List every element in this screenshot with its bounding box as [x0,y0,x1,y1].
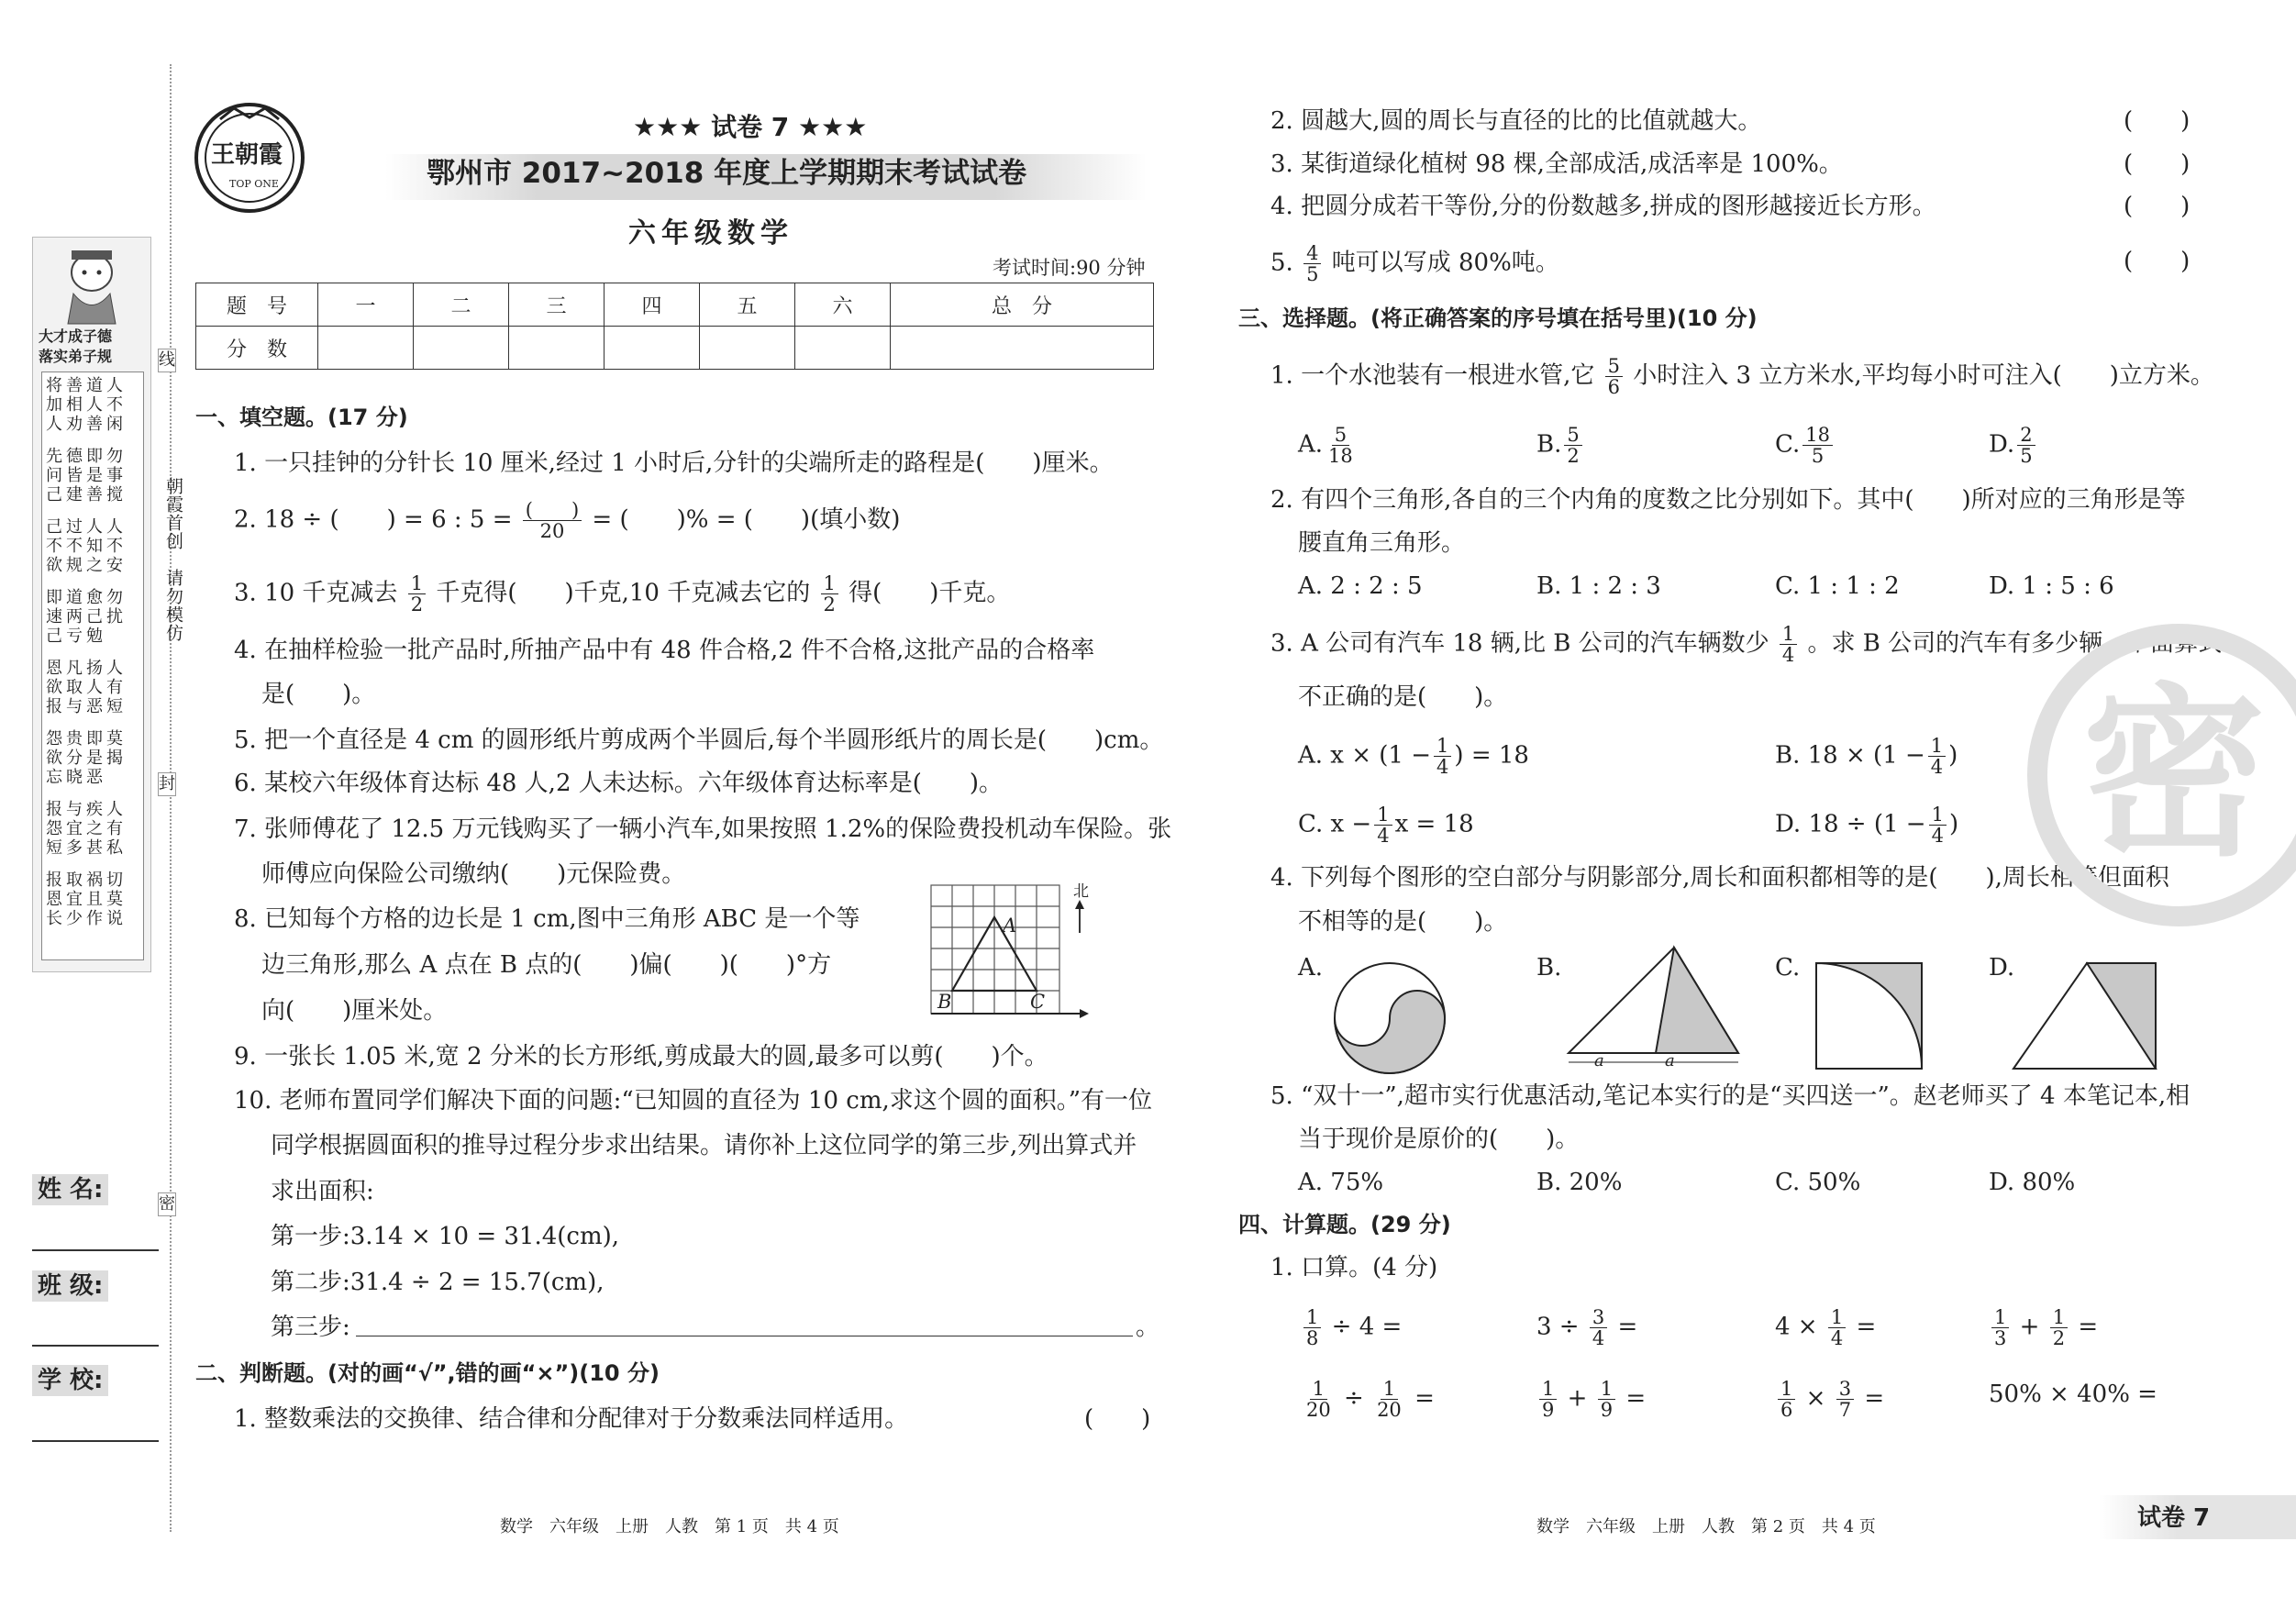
fraction-numerator: 1 [1929,804,1947,826]
s3-q3-line1 [1270,624,2222,665]
s2-q1: 1. 整数乘法的交换律、结合律和分配律对于分数乘法同样适用。 [234,1405,909,1433]
s1-q3-fraction-2 [821,573,838,615]
fraction-numerator: 1 [1598,1379,1615,1400]
calc-text: × [1805,1384,1826,1413]
maxim-line: 怨贵即莫 [46,729,127,749]
s1-q2 [234,500,900,541]
s3-q3-line2: 不正确的是( )。 [1298,683,1508,711]
fraction-numerator: 1 [1381,1379,1398,1400]
option-fraction [1374,804,1392,846]
s3-q5-line1: 5. “双十一”,超市实行优惠活动,笔记本实行的是“买四送一”。赵老师买了 4 本笔记本,相 [1270,1082,2191,1110]
maxim-line: 欲分是揭 [46,749,127,768]
s1-q2-part-a: 2. 18 ÷ ( ) = 6 : 5 = [234,505,513,534]
calc-r2-a [1301,1379,1435,1420]
calc-text: 4 × [1775,1313,1818,1341]
footer-tab-text: 试卷 7 [2137,1504,2211,1532]
score-table-header-row [196,283,1154,327]
s3-q5-option-a[interactable]: A. 75% [1298,1169,1384,1196]
cut-mark-3: 密 [158,1192,176,1216]
s3-q4-option-a-label[interactable]: A. [1298,954,1324,981]
calc-fraction [1598,1379,1615,1420]
s3-q1-part-a: 1. 一个水池装有一根进水管,它 [1270,361,1595,390]
fraction-numerator: 3 [1590,1307,1607,1328]
maxim-line: 人劝善闲 [46,415,127,434]
option-text: x = 18 [1394,810,1474,838]
calc-r1-c [1775,1307,1876,1348]
fraction-denominator: 2 [1567,445,1580,467]
calc-fraction [1374,1379,1404,1420]
section1-heading: 一、填空题。(17 分) [195,405,408,430]
s3-q3-option-b[interactable] [1775,736,1958,777]
fraction-denominator: 2 [823,593,836,616]
binding-slogan-2: 落实弟子规 [39,348,113,365]
maxim-line: 报与疾人 [46,800,127,819]
s1-q1: 1. 一只挂钟的分针长 10 厘米,经过 1 小时后,分针的尖端所走的路程是( )厘米。 [234,449,1114,477]
field-name-line[interactable] [32,1249,159,1251]
score-header-cell: 六 [795,283,891,327]
s3-q4-line1: 4. 下列每个图形的空白部分与阴影部分,周长和面积都相等的是( ),周长相等但面积 [1270,864,2169,892]
s1-q3-part-a: 3. 10 千克减去 [234,579,398,607]
north-label: 北 [1073,882,1089,901]
maxim-line: 忘晓恶 [46,768,106,787]
s3-q1-fraction [1605,356,1623,397]
maxim-line: 即道愈勿 [46,588,127,607]
s2-q5-text: 吨可以写成 80%吨。 [1331,249,1559,277]
fraction-numerator: 1 [408,573,426,594]
s3-q2-line1: 2. 有四个三角形,各自的三个内角的度数之比分别如下。其中( )所对应的三角形是等 [1270,486,2186,514]
s2-q5-fraction [1303,243,1321,284]
fraction-denominator: 20 [1377,1399,1402,1421]
s1-q10-line3: 求出面积: [271,1178,374,1205]
option-fraction [1325,425,1356,466]
s2-q5 [1270,243,1559,284]
s2-q3: 3. 某街道绿化植树 98 棵,全部成活,成活率是 100%。 [1270,150,1843,178]
s1-q10-line1: 10. 老师布置同学们解决下面的问题:“已知圆的直径为 10 cm,求这个圆的面积。”有一位 [234,1087,1153,1115]
score-cell[interactable] [700,327,795,370]
s1-q10-line2: 同学根据圆面积的推导过程分步求出结果。请你补上这位同学的第三步,列出算式并 [271,1132,1137,1159]
cut-mark-2: 封 [158,772,176,796]
s3-q1-part-b: 小时注入 3 立方米水,平均每小时可注入( )立方米。 [1633,361,2214,390]
option-text: ) [1948,741,1958,770]
fraction-denominator: 8 [1306,1327,1319,1349]
option-fraction [2017,425,2035,466]
fraction-numerator: 1 [1991,1307,2009,1328]
fraction-denominator: 7 [1838,1399,1852,1421]
maxim-line: 己亏勉 [46,627,106,646]
mascot-figure-icon [46,243,138,326]
option-fraction [1929,804,1947,846]
figure-b-triangles [1564,943,1747,1071]
fraction-denominator: 5 [2020,445,2033,467]
s3-q3-part-b: 。求 B 公司的汽车有多少辆。下面算式 [1807,629,2223,658]
fraction-numerator: 1 [1374,804,1392,826]
maxim-line: 不不知不 [46,537,127,556]
s1-q10-step3-end: 。 [1136,1314,1160,1341]
calc-text: + [1567,1384,1588,1413]
score-row-label: 分 数 [196,327,318,370]
field-school-line[interactable] [32,1440,159,1442]
option-fraction [1564,425,1581,466]
score-cell[interactable] [414,327,509,370]
option-fraction [1802,425,1833,466]
score-header-cell: 二 [414,283,509,327]
score-header-cell: 四 [605,283,700,327]
fraction-denominator: 20 [539,520,565,542]
s1-q2-part-b: = ( )% = ( )(填小数) [592,505,901,534]
s1-q7-line1: 7. 张师傅花了 12.5 万元钱购买了一辆小汽车,如果按照 1.2%的保险费投机动车保险。张 [234,815,1172,843]
calc-text: ÷ 4 = [1331,1313,1403,1341]
calc-fraction [1778,1379,1795,1420]
s3-q3-fraction [1780,624,1797,665]
fraction-denominator: 3 [1994,1327,2007,1349]
calc-fraction [1303,1379,1334,1420]
s3-q3-part-a: 3. A 公司有汽车 18 辆,比 B 公司的汽车辆数少 [1270,629,1769,658]
exam-time: 考试时间:90 分钟 [993,257,1146,279]
logo-text: 王朝霞 [211,141,283,169]
figure-c-quarter-circle [1812,959,1931,1078]
field-school-label: 学 校: [32,1365,108,1396]
s2-q1-answer[interactable]: ( ) [1084,1405,1151,1433]
s1-q8-line2: 边三角形,那么 A 点在 B 点的( )偏( )( )°方 [261,951,832,979]
s1-q3-part-c: 得( )千克。 [849,579,1011,607]
calc-text: = [1617,1313,1638,1341]
fraction-denominator: 4 [1377,825,1390,847]
footer-left: 数学 六年级 上册 人教 第 1 页 共 4 页 [500,1517,839,1536]
fraction-denominator: 6 [1780,1399,1793,1421]
option-text: B. 18 × (1 − [1775,741,1925,770]
fraction-numerator: 1 [1303,1307,1321,1328]
s1-q4-line2: 是( )。 [261,681,376,708]
calc-text: = [1856,1313,1877,1341]
footer-right: 数学 六年级 上册 人教 第 2 页 共 4 页 [1536,1517,1876,1536]
option-text: ) = 18 [1454,741,1529,770]
score-cell[interactable] [318,327,414,370]
maxim-line: 怨宜之有 [46,819,127,838]
s3-q1 [1270,356,2214,397]
s1-q3 [234,573,1010,615]
s1-q7-line2: 师傅应向保险公司缴纳( )元保险费。 [261,860,686,888]
calc-fraction [1836,1379,1854,1420]
maxim-line: 恩宜且莫 [46,890,127,909]
calc-r2-b [1536,1379,1646,1420]
point-c-label: C [1030,991,1046,1013]
option-fraction [1434,736,1451,777]
maxim-list [46,376,139,941]
s2-q3-answer[interactable]: ( ) [2124,150,2191,178]
fraction-denominator: 5 [1811,445,1825,467]
s3-q5-option-b[interactable]: B. 20% [1536,1169,1623,1196]
option-label: A. [1298,430,1324,459]
s3-q2-option-b[interactable]: B. 1 : 2 : 3 [1536,572,1661,600]
s3-q1-option-d[interactable] [1989,425,2038,466]
maxim-line: 报取祸切 [46,871,127,890]
margin-note-2: 请勿模仿 [163,569,183,642]
score-header-cell: 三 [509,283,605,327]
mascot-figure [46,243,138,326]
s3-q2-option-d[interactable]: D. 1 : 5 : 6 [1989,572,2114,600]
s2-q5-num: 5. [1270,249,1293,277]
calc-r1-d [1989,1307,2098,1348]
score-header-cell: 题 号 [196,283,318,327]
point-b-label: B [937,991,952,1013]
s1-q9: 9. 一张长 1.05 米,宽 2 分米的长方形纸,剪成最大的圆,最多可以剪( )个。 [234,1043,1048,1070]
score-header-cell: 五 [700,283,795,327]
s3-q4-option-b-label[interactable]: B. [1536,954,1562,981]
option-label: C. [1775,430,1801,459]
score-cell[interactable] [605,327,700,370]
maxim-line: 问皆是事 [46,466,127,485]
maxim-line: 欲取人有 [46,678,127,697]
maxim-line: 己建善搅 [46,485,127,505]
calc-text: = [1864,1384,1885,1413]
maxim-line: 报与恶短 [46,697,127,716]
s2-q5-answer[interactable]: ( ) [2124,248,2191,275]
cut-line [170,64,172,1532]
fraction-numerator: 1 [1310,1379,1327,1400]
calc-text: = [1414,1384,1435,1413]
s3-q5-line2: 当于现价是原价的( )。 [1298,1126,1580,1153]
maxim-line: 速两己扰 [46,607,127,627]
s3-q2-option-c[interactable]: C. 1 : 1 : 2 [1775,572,1900,600]
calc-text: = [2078,1313,2099,1341]
s3-q3-option-a[interactable] [1298,736,1529,777]
fraction-numerator: 1 [1780,624,1797,645]
fraction-denominator: 4 [1930,756,1944,778]
subject-title: 六年级数学 [628,217,793,250]
fraction-denominator: 2 [2052,1327,2066,1349]
field-class-label: 班 级: [32,1270,108,1302]
score-cell[interactable] [509,327,605,370]
maxim-line: 先德即勿 [46,447,127,466]
score-table [195,283,1154,370]
option-text: A. x × (1 − [1298,741,1432,770]
maxim-line: 短多甚私 [46,838,127,858]
fraction-denominator: 4 [1781,644,1795,666]
calc-fraction [2050,1307,2068,1348]
score-header-cell: 总 分 [891,283,1154,327]
calc-fraction [1828,1307,1846,1348]
watermark-text: 密 [2082,668,2267,882]
s3-q3-option-d[interactable] [1775,804,1958,846]
calc-fraction [1303,1307,1321,1348]
point-a-label: A [1003,915,1017,937]
option-fraction [1928,736,1946,777]
figure-d-square-triangle [2009,959,2165,1078]
s1-q10-step3: 第三步: [271,1314,350,1341]
s3-q4-option-d-label[interactable]: D. [1989,954,2015,981]
s1-q3-fraction-1 [408,573,426,615]
calc-text: ÷ [1344,1384,1364,1413]
option-text: D. 18 ÷ (1 − [1775,810,1926,838]
fraction-numerator: 3 [1836,1379,1854,1400]
fraction-denominator: 18 [1328,445,1353,467]
calc-r2-c [1775,1379,1884,1420]
fraction-denominator: 4 [1830,1327,1844,1349]
s3-q5-option-c[interactable]: C. 50% [1775,1169,1861,1196]
field-name-label: 姓 名: [32,1174,108,1205]
s3-q1-option-c[interactable] [1775,425,1836,466]
maxim-line: 恩凡扬人 [46,659,127,678]
fraction-numerator: 5 [1564,425,1581,446]
s1-q3-part-b: 千克得( )千克,10 千克减去它的 [436,579,811,607]
s3-q4-line2: 不相等的是( )。 [1298,908,1508,936]
fraction-denominator: 5 [1306,263,1319,285]
section3-heading: 三、选择题。(将正确答案的序号填在括号里)(10 分) [1238,305,1758,331]
option-label: B. [1536,430,1562,459]
calc-fraction [1539,1379,1557,1420]
margin-note-1: 朝霞首创 [163,477,183,550]
s1-q8-line1: 8. 已知每个方格的边长是 1 cm,图中三角形 ABC 是一个等 [234,905,860,933]
figure-a-yin-yang [1330,959,1449,1078]
fraction-numerator: 1 [2050,1307,2068,1328]
s3-q4-option-c-label[interactable]: C. [1775,954,1801,981]
figure-b-label-2: a [1665,1051,1675,1070]
calc-fraction [1991,1307,2009,1348]
s3-q1-option-a[interactable] [1298,425,1359,466]
fraction-denominator: 6 [1607,376,1620,398]
section4-heading: 四、计算题。(29 分) [1238,1212,1451,1237]
calc-r2-d: 50% × 40% = [1989,1381,2157,1408]
cut-mark-1: 线 [158,349,176,372]
fraction-denominator: 9 [1542,1399,1555,1421]
calc-text: + [2019,1313,2040,1341]
logo-subtext: TOP ONE [229,178,279,190]
s2-q2: 2. 圆越大,圆的周长与直径的比的比值就越大。 [1270,107,1762,135]
series-label: ★★★ 试卷 7 ★★★ [633,112,868,142]
logo [193,101,307,216]
s3-q2-option-a[interactable]: A. 2 : 2 : 5 [1298,572,1423,600]
s2-q4-answer[interactable]: ( ) [2124,193,2191,220]
fraction-numerator: 1 [1928,736,1946,757]
calc-text: 3 ÷ [1536,1313,1580,1341]
s3-q5-option-d[interactable]: D. 80% [1989,1169,2076,1196]
s1-q10-step2: 第二步:31.4 ÷ 2 = 15.7(cm), [271,1269,605,1296]
fraction-numerator: 1 [1828,1307,1846,1328]
fraction-denominator: 9 [1600,1399,1614,1421]
score-table-score-row [196,327,1154,370]
fraction-numerator: 4 [1303,243,1321,264]
fraction-numerator: 1 [1539,1379,1557,1400]
calc-text: = [1625,1384,1647,1413]
maxim-line: 长少作说 [46,909,127,928]
maxim-line: 欲规之安 [46,556,127,575]
section2-heading: 二、判断题。(对的画“√”,错的画“×”)(10 分) [195,1360,660,1386]
fraction-denominator: 20 [1306,1399,1331,1421]
field-class-line[interactable] [32,1345,159,1347]
s2-q4: 4. 把圆分成若干等份,分的份数越多,拼成的图形越接近长方形。 [1270,193,1936,220]
figure-b-label-1: a [1594,1051,1604,1070]
fraction-numerator: 1 [1434,736,1451,757]
score-header-cell: 一 [318,283,414,327]
fraction-numerator: 5 [1605,356,1623,377]
s1-q10-step1: 第一步:3.14 × 10 = 31.4(cm), [271,1223,620,1250]
calc-r1-a [1301,1307,1402,1348]
s3-q1-option-b[interactable] [1536,425,1585,466]
s2-q2-answer[interactable]: ( ) [2124,107,2191,135]
option-text: C. x − [1298,810,1372,838]
fraction-numerator: 5 [1332,425,1349,446]
maxim-line: 将善道人 [46,376,127,395]
fraction-numerator: 2 [2017,425,2035,446]
series-text: 试卷 7 [711,112,790,142]
binding-slogan-1: 大才成子德 [39,327,113,345]
s3-q2-line2: 腰直角三角形。 [1298,529,1466,557]
s1-q2-fraction [523,500,582,541]
grid-x-axis-arrow-icon [1080,1009,1089,1018]
maxim-line: 加相人不 [46,395,127,415]
fraction-denominator: 4 [1436,756,1449,778]
exam-title: 鄂州市 2017~2018 年度上学期期末考试试卷 [427,157,1027,190]
s1-q6: 6. 某校六年级体育达标 48 人,2 人未达标。六年级体育达标率是( )。 [234,770,1004,797]
fraction-numerator: 18 [1802,425,1833,446]
option-label: D. [1989,430,2015,459]
score-cell[interactable] [795,327,891,370]
s1-q8-line3: 向( )厘米处。 [261,997,448,1025]
calc-fraction [1590,1307,1607,1348]
fraction-numerator: 1 [1778,1379,1795,1400]
calc-r1-b [1536,1307,1637,1348]
s1-q4-line1: 4. 在抽样检验一批产品时,所抽产品中有 48 件合格,2 件不合格,这批产品的合格率 [234,637,1095,664]
option-text: ) [1948,810,1959,838]
s1-q5: 5. 把一个直径是 4 cm 的圆形纸片剪成两个半圆后,每个半圆形纸片的周长是( )cm。 [234,726,1164,754]
score-cell[interactable] [891,327,1154,370]
maxim-line: 己过人人 [46,517,127,537]
fraction-denominator: 4 [1592,1327,1605,1349]
fraction-numerator: 1 [821,573,838,594]
fraction-denominator: 2 [410,593,424,616]
fraction-numerator: ( ) [523,500,582,521]
s4-sub1: 1. 口算。(4 分) [1270,1254,1438,1281]
fraction-denominator: 4 [1931,825,1944,847]
s3-q3-option-c[interactable] [1298,804,1474,846]
